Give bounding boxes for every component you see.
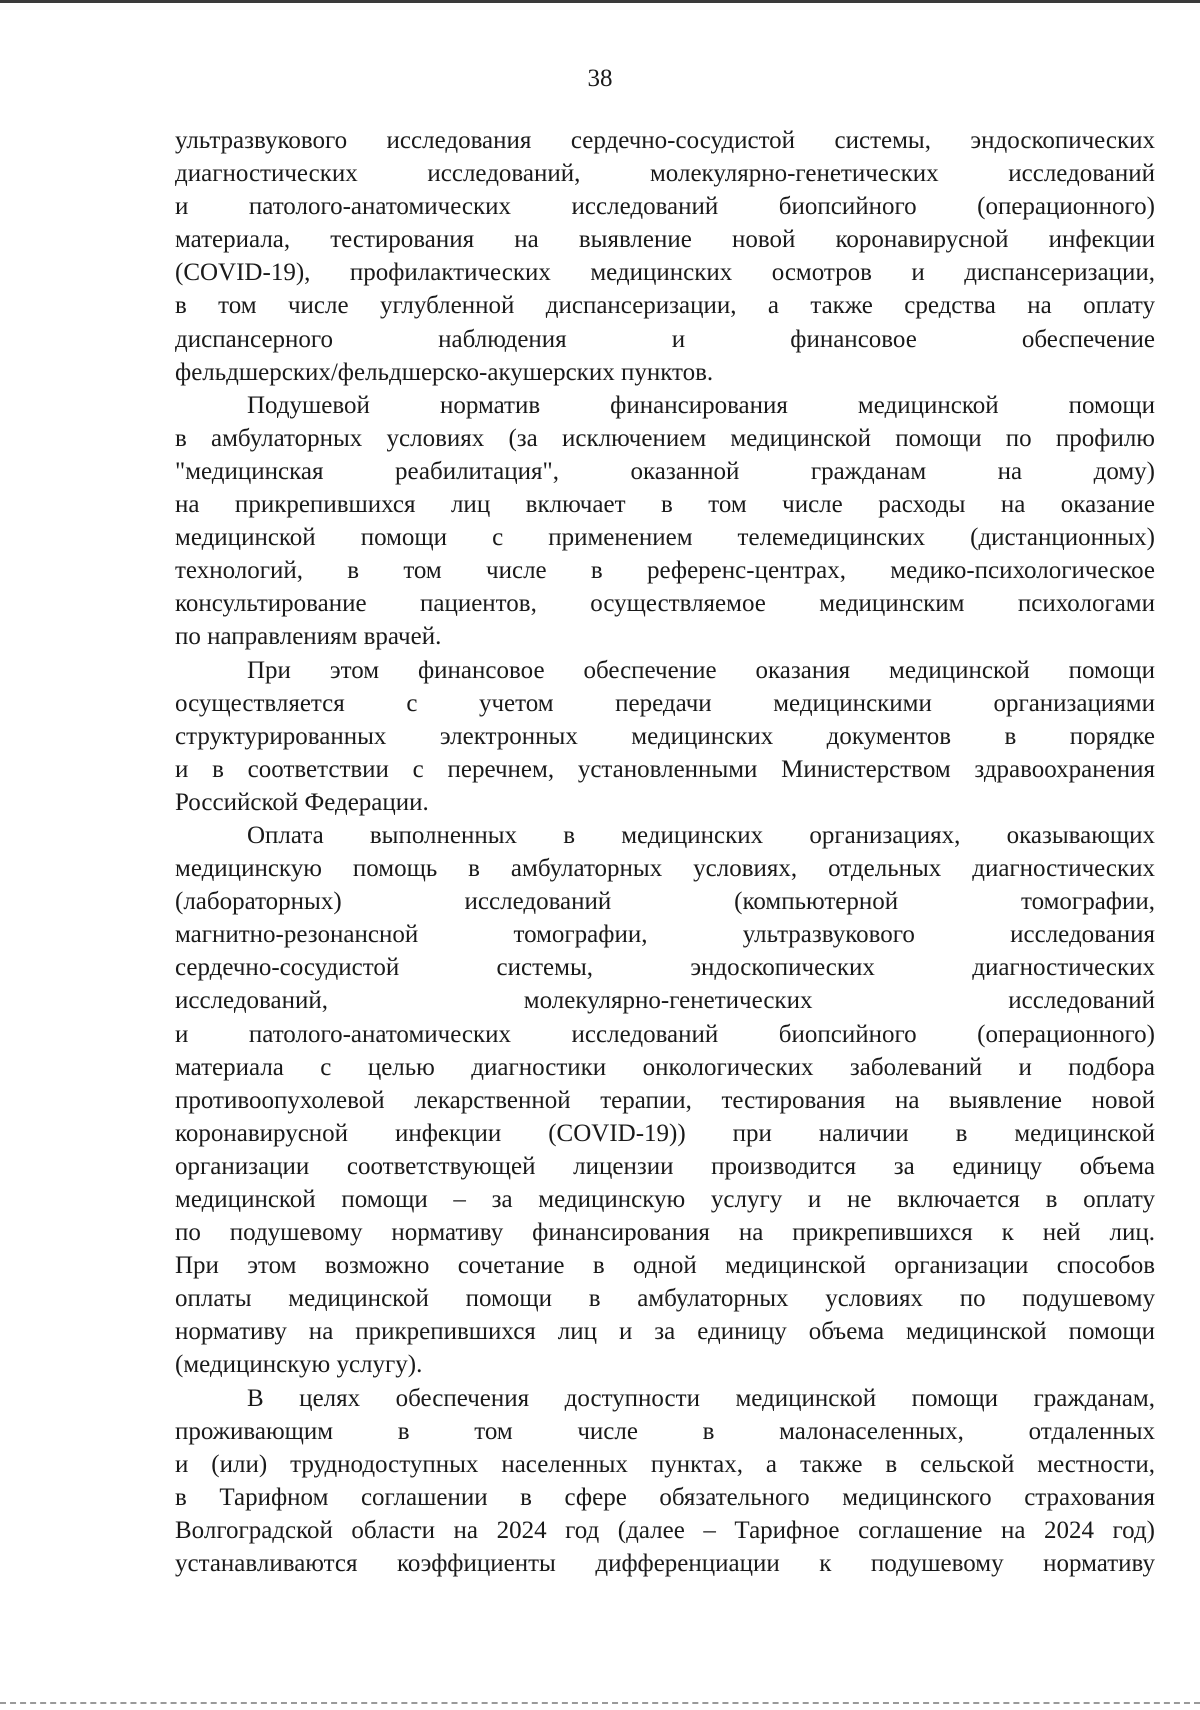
text-line: сердечно-сосудистой системы, эндоскопических диагностических <box>175 954 1155 982</box>
text-line: технологий, в том числе в референс-центрах, медико-психологическое <box>175 557 1155 585</box>
text-line: по подушевому нормативу финансирования на прикрепившихся к ней лиц. <box>175 1219 1155 1247</box>
text-line: организации соответствующей лицензии производится за единицу объема <box>175 1152 1155 1180</box>
scan-bottom-border <box>0 1702 1200 1704</box>
text-line: фельдшерских/фельдшерско-акушерских пунктов. <box>175 358 714 386</box>
text-line: и в соответствии с перечнем, установленными Министерством здравоохранения <box>175 755 1155 783</box>
text-line: материала, тестирования на выявление новой коронавирусной инфекции <box>175 226 1155 254</box>
text-line: оплаты медицинской помощи в амбулаторных условиях по подушевому <box>175 1285 1155 1313</box>
text-line: и патолого-анатомических исследований биопсийного (операционного) <box>175 1020 1155 1048</box>
text-line: (лабораторных) исследований (компьютерной томографии, <box>175 888 1155 916</box>
text-line: в амбулаторных условиях (за исключением медицинской помощи по профилю <box>175 424 1155 452</box>
text-line: по направлениям врачей. <box>175 623 442 651</box>
text-line: в том числе углубленной диспансеризации, а также средства на оплату <box>175 292 1155 320</box>
text-line: коронавирусной инфекции (COVID-19)) при наличии в медицинской <box>175 1119 1155 1147</box>
page-number: 38 <box>587 65 613 92</box>
text-line: медицинскую помощь в амбулаторных условиях, отдельных диагностических <box>175 855 1155 883</box>
text-line: При этом возможно сочетание в одной медицинской организации способов <box>175 1252 1155 1280</box>
text-line: противоопухолевой лекарственной терапии, тестирования на выявление новой <box>175 1086 1155 1114</box>
text-line: (COVID-19), профилактических медицинских осмотров и диспансеризации, <box>175 259 1155 287</box>
text-line: устанавливаются коэффициенты дифференциации к подушевому нормативу <box>175 1550 1155 1578</box>
text-line: При этом финансовое обеспечение оказания медицинской помощи <box>247 656 1155 684</box>
text-line: консультирование пациентов, осуществляемое медицинским психологами <box>175 590 1155 618</box>
text-line: и патолого-анатомических исследований биопсийного (операционного) <box>175 193 1155 221</box>
text-line: структурированных электронных медицинских документов в порядке <box>175 722 1155 750</box>
text-line: осуществляется с учетом передачи медицинскими организациями <box>175 689 1155 717</box>
text-line: проживающим в том числе в малонаселенных, отдаленных <box>175 1417 1155 1445</box>
text-line: магнитно-резонансной томографии, ультразвукового исследования <box>175 921 1155 949</box>
text-line: Российской Федерации. <box>175 788 429 816</box>
text-line: ультразвукового исследования сердечно-сосудистой системы, эндоскопических <box>175 127 1155 154</box>
text-line: Волгоградской области на 2024 год (далее – Тарифное соглашение на 2024 год) <box>175 1516 1155 1544</box>
text-line: в Тарифном соглашении в сфере обязательного медицинского страхования <box>175 1483 1155 1511</box>
text-line: (медицинскую услугу). <box>175 1351 423 1379</box>
text-line: "медицинская реабилитация", оказанной гражданам на дому) <box>175 457 1155 485</box>
text-line: и (или) труднодоступных населенных пунктах, а также в сельской местности, <box>175 1450 1155 1478</box>
text-line: материала с целью диагностики онкологических заболеваний и подбора <box>175 1053 1155 1081</box>
text-line: нормативу на прикрепившихся лиц и за единицу объема медицинской помощи <box>175 1318 1155 1346</box>
text-line: В целях обеспечения доступности медицинской помощи гражданам, <box>247 1384 1155 1412</box>
text-line: диспансерного наблюдения и финансовое обеспечение <box>175 325 1155 353</box>
text-line: медицинской помощи – за медицинскую услугу и не включается в оплату <box>175 1186 1155 1213</box>
text-line: исследований, молекулярно-генетических исследований <box>175 987 1155 1015</box>
text-line: медицинской помощи с применением телемедицинских (дистанционных) <box>175 524 1155 552</box>
scan-top-border <box>0 0 1200 3</box>
text-line: диагностических исследований, молекулярно-генетических исследований <box>175 160 1155 188</box>
text-line: на прикрепившихся лиц включает в том числе расходы на оказание <box>175 491 1155 519</box>
text-line: Оплата выполненных в медицинских организациях, оказывающих <box>247 821 1155 849</box>
text-line: Подушевой норматив финансирования медицинской помощи <box>247 391 1155 419</box>
body-text <box>175 124 1155 1580</box>
